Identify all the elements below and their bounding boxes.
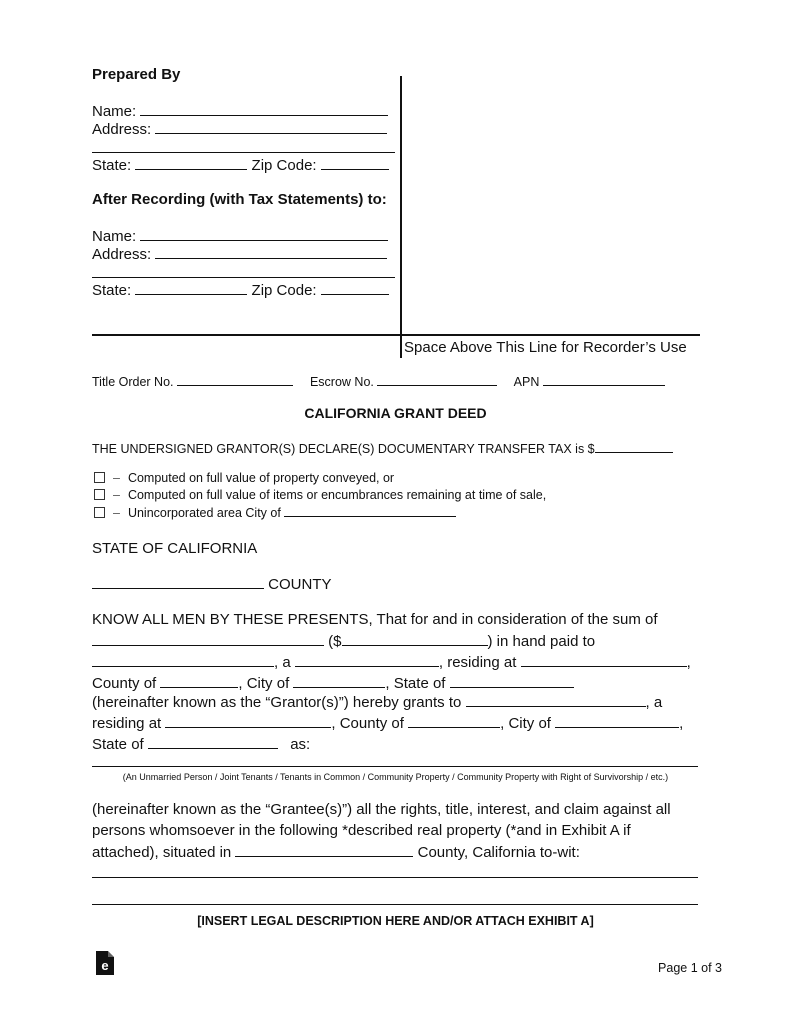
after-recording-name-field[interactable] xyxy=(140,227,388,241)
text: attached), situated in xyxy=(92,844,232,861)
transfer-tax-text: THE UNDERSIGNED GRANTOR(S) DECLARE(S) DOCUMENTARY TRANSFER TAX is $ xyxy=(92,442,595,456)
escrow-field[interactable] xyxy=(377,374,497,386)
state-label: State: xyxy=(92,157,132,174)
after-recording-heading: After Recording (with Tax Statements) to: xyxy=(92,191,387,208)
address-label: Address: xyxy=(92,121,152,138)
document-logo-icon xyxy=(96,951,114,975)
address-label: Address: xyxy=(92,246,152,263)
state-of-california: STATE OF CALIFORNIA xyxy=(92,540,258,557)
option-label: Unincorporated area City of xyxy=(127,506,281,520)
recorder-horizontal-divider xyxy=(92,334,700,336)
county-field[interactable] xyxy=(92,575,264,589)
after-recording-address-line2[interactable] xyxy=(92,277,395,278)
body-line-6 xyxy=(92,714,683,732)
vesting-field[interactable] xyxy=(92,766,698,767)
text: , residing at xyxy=(438,654,517,671)
option-dash: – xyxy=(113,471,120,485)
checkbox[interactable] xyxy=(94,489,105,500)
body-line-3 xyxy=(92,653,691,671)
recorder-vertical-divider xyxy=(400,76,402,358)
body-line-5 xyxy=(92,693,662,711)
text: as: xyxy=(290,736,311,753)
amount-open: ($ xyxy=(328,633,342,650)
checkbox[interactable] xyxy=(94,507,105,518)
body-line-7 xyxy=(92,735,310,753)
text: residing at xyxy=(92,715,162,732)
prepared-by-address-line2[interactable] xyxy=(92,152,395,153)
escrow-label: Escrow No. xyxy=(309,375,374,389)
legal-description-line-2[interactable] xyxy=(92,904,698,905)
text: County of xyxy=(92,675,157,692)
logo-letter: e xyxy=(101,958,109,973)
prepared-by-address-field[interactable] xyxy=(155,120,387,134)
checkbox[interactable] xyxy=(94,472,105,483)
option-label: Computed on full value of items or encumbrances remaining at time of sale, xyxy=(127,488,547,502)
grantor-name-field[interactable] xyxy=(92,653,274,667)
county-label: COUNTY xyxy=(268,576,332,593)
prepared-by-state-zip-row xyxy=(92,156,389,174)
grantee-state-field[interactable] xyxy=(148,735,278,749)
county-row xyxy=(92,575,332,593)
name-label: Name: xyxy=(92,228,137,245)
prepared-by-zip-field[interactable] xyxy=(321,156,389,170)
prepared-by-heading: Prepared By xyxy=(92,66,181,83)
text: , a xyxy=(645,694,663,711)
text: (hereinafter known as the “Grantor(s)”) hereby grants to xyxy=(92,694,462,711)
prepared-by-name-field[interactable] xyxy=(140,102,388,116)
prepared-by-name-row xyxy=(92,102,388,120)
after-recording-state-field[interactable] xyxy=(135,281,247,295)
text: , a xyxy=(274,654,291,671)
recorder-use-note: Space Above This Line for Recorder’s Use xyxy=(404,339,687,356)
prepared-by-state-field[interactable] xyxy=(135,156,247,170)
body-line-2 xyxy=(92,632,595,650)
text: , xyxy=(679,715,684,732)
option-row xyxy=(94,505,456,520)
amount-close: ) in hand paid to xyxy=(487,633,596,650)
text: County, California to-wit: xyxy=(417,844,580,861)
text: , xyxy=(686,654,691,671)
unincorporated-city-field[interactable] xyxy=(284,505,456,517)
grantor-state-field[interactable] xyxy=(450,674,574,688)
body-line-1: KNOW ALL MEN BY THESE PRESENTS, That for and in consideration of the sum of xyxy=(92,611,658,628)
grantee-line-3 xyxy=(92,843,580,861)
page-number: Page 1 of 3 xyxy=(658,961,722,975)
title-order-label: Title Order No. xyxy=(92,375,174,389)
zip-label: Zip Code: xyxy=(251,282,317,299)
title-order-field[interactable] xyxy=(177,374,293,386)
apn-field[interactable] xyxy=(543,374,665,386)
legal-description-note: [INSERT LEGAL DESCRIPTION HERE AND/OR ATTACH EXHIBIT A] xyxy=(197,914,594,928)
option-row xyxy=(94,471,394,485)
grantor-residence-field[interactable] xyxy=(521,653,687,667)
text: , City of xyxy=(238,675,290,692)
text: State of xyxy=(92,736,144,753)
option-dash: – xyxy=(113,488,120,502)
after-recording-address-field[interactable] xyxy=(155,245,387,259)
after-recording-name-row xyxy=(92,227,388,245)
option-label: Computed on full value of property conveyed, or xyxy=(127,471,395,485)
grantor-city-field[interactable] xyxy=(293,674,385,688)
consideration-words-field[interactable] xyxy=(92,632,324,646)
situated-county-field[interactable] xyxy=(235,843,413,857)
grantor-status-field[interactable] xyxy=(295,653,439,667)
grantor-county-field[interactable] xyxy=(160,674,238,688)
option-dash: – xyxy=(113,506,120,520)
prepared-by-address-row xyxy=(92,120,387,138)
transfer-tax-row xyxy=(92,441,673,456)
after-recording-zip-field[interactable] xyxy=(321,281,389,295)
consideration-amount-field[interactable] xyxy=(342,632,488,646)
apn-label: APN xyxy=(513,375,540,389)
legal-description-line-1[interactable] xyxy=(92,877,698,878)
state-label: State: xyxy=(92,282,132,299)
deed-title: CALIFORNIA GRANT DEED xyxy=(304,405,487,421)
transfer-tax-amount-field[interactable] xyxy=(595,441,673,453)
reference-numbers-row xyxy=(92,374,665,389)
text: , County of xyxy=(331,715,404,732)
text: , State of xyxy=(385,675,446,692)
zip-label: Zip Code: xyxy=(251,157,317,174)
vesting-note: (An Unmarried Person / Joint Tenants / Tenants in Common / Community Property / Community Property with Right of Survivorship / etc.) xyxy=(122,772,669,782)
after-recording-state-zip-row xyxy=(92,281,389,299)
name-label: Name: xyxy=(92,103,137,120)
grantee-city-field[interactable] xyxy=(555,714,679,728)
body-line-4 xyxy=(92,674,574,692)
grantee-name-field[interactable] xyxy=(466,693,646,707)
grantee-line-1: (hereinafter known as the “Grantee(s)”) all the rights, title, interest, and claim against all xyxy=(92,801,671,818)
grantee-line-2: persons whomsoever in the following *described real property (*and in Exhibit A if xyxy=(92,822,631,839)
grantee-county-field[interactable] xyxy=(408,714,500,728)
text: , City of xyxy=(500,715,551,732)
option-row xyxy=(94,488,546,502)
after-recording-address-row xyxy=(92,245,387,263)
grantee-residence-field[interactable] xyxy=(165,714,331,728)
